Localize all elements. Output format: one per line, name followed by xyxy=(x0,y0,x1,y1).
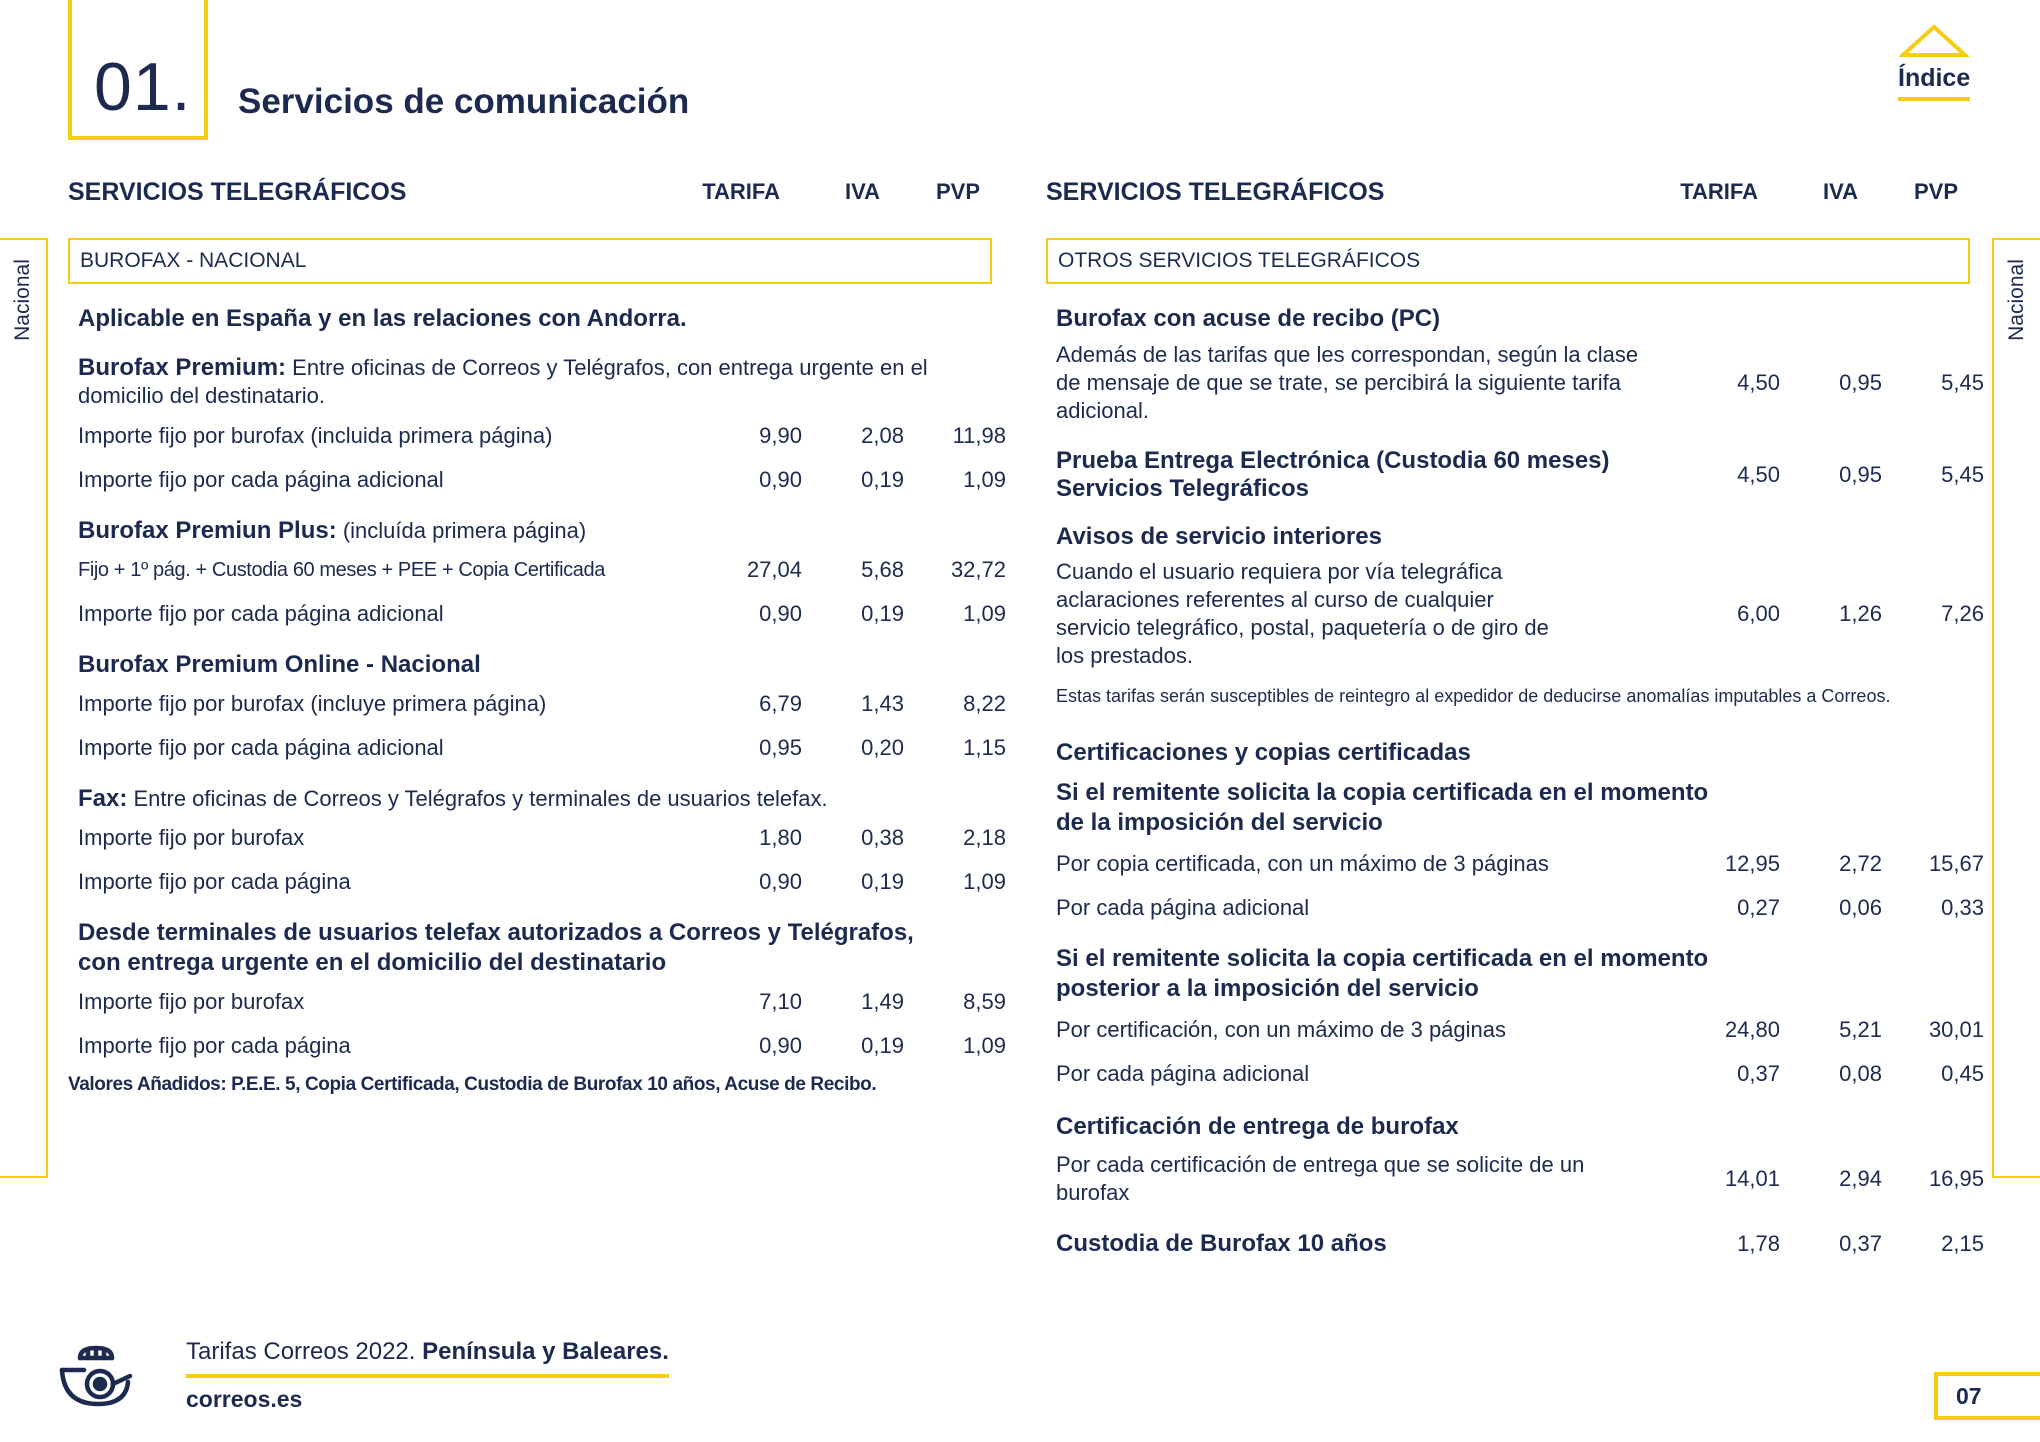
row-iva: 2,72 xyxy=(1839,851,1882,876)
applicable-note: Aplicable en España y en las relaciones con Andorra. xyxy=(78,305,687,332)
row-pvp: 11,98 xyxy=(952,423,1006,448)
row-pvp: 1,15 xyxy=(963,735,1006,760)
column-title: SERVICIOS TELEGRÁFICOS xyxy=(68,177,407,206)
table-row xyxy=(78,860,1006,904)
row-desc: Importe fijo por cada página adicional xyxy=(78,467,444,492)
side-tab-right xyxy=(1992,238,2040,1178)
terminals-title: Desde terminales de usuarios telefax autorizados a Correos y Telégrafos, con entrega urgente en el domicilio del destinatario xyxy=(78,919,914,976)
table-row xyxy=(1056,1008,1984,1052)
row-pvp: 7,26 xyxy=(1941,601,1984,626)
row-desc: Importe fijo por cada página adicional xyxy=(78,735,444,760)
post-horn-crown-icon xyxy=(56,1340,136,1412)
row-iva: 0,08 xyxy=(1839,1061,1882,1086)
premium-intro xyxy=(78,354,938,410)
row-pvp: 0,45 xyxy=(1941,1061,1984,1086)
row-pvp: 5,45 xyxy=(1941,370,1984,395)
row-iva: 0,19 xyxy=(861,467,904,492)
table-row xyxy=(78,1024,1006,1068)
table-row xyxy=(1056,340,1984,426)
left-body xyxy=(68,304,1006,1068)
row-iva: 0,19 xyxy=(861,1033,904,1058)
row-desc: Además de las tarifas que les correspondan, según la clase de mensaje de que se trate, se percibirá la siguiente tarifa adicional. xyxy=(1056,342,1639,423)
page-number-text: 07 xyxy=(1956,1382,1982,1409)
table-row xyxy=(1056,1222,1984,1266)
row-pvp: 1,09 xyxy=(963,1033,1006,1058)
row-pvp: 32,72 xyxy=(950,557,1006,582)
row-iva: 5,21 xyxy=(1839,1017,1882,1042)
table-row xyxy=(78,548,1006,592)
row-pvp: 1,09 xyxy=(963,601,1006,626)
row-desc: Prueba Entrega Electrónica (Custodia 60 meses) Servicios Telegráficos xyxy=(1056,447,1610,502)
row-pvp: 0,33 xyxy=(1941,895,1984,920)
row-desc: Fijo + 1º pág. + Custodia 60 meses + PEE + Copia Certificada xyxy=(78,559,605,581)
row-desc: Por cada página adicional xyxy=(1056,895,1310,920)
row-desc: Por cada certificación de entrega que se solicite de un burofax xyxy=(1056,1152,1585,1205)
plus-intro xyxy=(78,516,992,546)
right-column xyxy=(1046,172,1984,1266)
row-iva: 0,19 xyxy=(861,601,904,626)
row-pvp: 8,59 xyxy=(963,989,1006,1014)
row-tarifa: 4,50 xyxy=(1737,370,1780,395)
row-iva: 5,68 xyxy=(861,557,904,582)
row-iva: 0,06 xyxy=(1839,895,1882,920)
row-iva: 0,19 xyxy=(861,869,904,894)
row-tarifa: 9,90 xyxy=(759,423,802,448)
row-pvp: 15,67 xyxy=(1928,851,1984,876)
row-desc: Importe fijo por cada página adicional xyxy=(78,601,444,626)
row-tarifa: 14,01 xyxy=(1724,1166,1780,1191)
cert-title: Certificaciones y copias certificadas xyxy=(1056,739,1471,766)
table-row xyxy=(78,726,1006,770)
row-tarifa: 27,04 xyxy=(746,557,802,582)
right-body xyxy=(1046,304,1984,1266)
row-iva: 0,20 xyxy=(861,735,904,760)
row-pvp: 2,15 xyxy=(1941,1231,1984,1256)
row-pvp: 5,45 xyxy=(1941,462,1984,487)
table-row xyxy=(1056,886,1984,930)
row-tarifa: 24,80 xyxy=(1724,1017,1780,1042)
footer-edition-region: Península y Baleares. xyxy=(422,1338,669,1365)
row-desc: Importe fijo por burofax (incluye primera página) xyxy=(78,691,547,716)
fax-title: Fax: xyxy=(78,785,128,812)
side-tab-label: Nacional xyxy=(11,259,34,341)
header-tarifa: TARIFA xyxy=(702,179,780,204)
row-desc: Cuando el usuario requiera por vía telegráfica aclaraciones referentes al curso de cualquier servicio telegráfico, postal, paquetería o de giro de los prestados. xyxy=(1056,559,1549,668)
column-header xyxy=(68,172,992,212)
row-tarifa: 6,79 xyxy=(759,691,802,716)
plus-desc: (incluída primera página) xyxy=(336,518,587,543)
after-title: Si el remitente solicita la copia certificada en el momento posterior a la imposición del servicio xyxy=(1056,945,1709,1002)
avisos-title: Avisos de servicio interiores xyxy=(1056,523,1382,550)
table-row xyxy=(78,592,1006,636)
row-desc: Importe fijo por cada página xyxy=(78,1033,351,1058)
section-number: 01. xyxy=(94,49,192,125)
online-title: Burofax Premium Online - Nacional xyxy=(78,651,481,678)
row-tarifa: 0,90 xyxy=(759,467,802,492)
row-desc: Importe fijo por cada página xyxy=(78,869,351,894)
header-iva: IVA xyxy=(844,179,880,204)
fax-desc: Entre oficinas de Correos y Telégrafos y terminales de usuarios telefax. xyxy=(127,786,828,811)
row-desc: Por certificación, con un máximo de 3 páginas xyxy=(1056,1017,1507,1042)
row-desc: Importe fijo por burofax (incluida primera página) xyxy=(78,423,553,448)
row-iva: 0,95 xyxy=(1839,370,1882,395)
column-header xyxy=(1046,172,1970,212)
row-tarifa: 0,90 xyxy=(759,1033,802,1058)
index-label: Índice xyxy=(1898,64,1970,101)
correos-logo xyxy=(56,1340,136,1417)
header-pvp: PVP xyxy=(1913,179,1958,204)
table-row xyxy=(78,816,1006,860)
row-iva: 0,95 xyxy=(1839,462,1882,487)
category-label: OTROS SERVICIOS TELEGRÁFICOS xyxy=(1058,249,1421,272)
left-column xyxy=(68,172,1006,1096)
row-iva: 1,26 xyxy=(1839,601,1882,626)
row-desc: Importe fijo por burofax xyxy=(78,825,305,850)
section-number-box xyxy=(68,0,208,140)
acuse-title: Burofax con acuse de recibo (PC) xyxy=(1056,305,1441,332)
section-title: Servicios de comunicación xyxy=(238,82,690,121)
row-tarifa: 1,80 xyxy=(759,825,802,850)
moment-title: Si el remitente solicita la copia certificada en el momento de la imposición del servicio xyxy=(1056,779,1709,836)
table-row xyxy=(1056,842,1984,886)
row-desc: Por copia certificada, con un máximo de 3 páginas xyxy=(1056,851,1549,876)
row-pvp: 2,18 xyxy=(963,825,1006,850)
category-box xyxy=(1046,238,1970,284)
header-iva: IVA xyxy=(1822,179,1858,204)
footer-edition-text: Tarifas Correos 2022. xyxy=(186,1338,423,1365)
row-tarifa: 0,90 xyxy=(759,869,802,894)
row-iva: 2,08 xyxy=(861,423,904,448)
row-tarifa: 7,10 xyxy=(759,989,802,1014)
row-desc: Custodia de Burofax 10 años xyxy=(1056,1230,1387,1257)
row-tarifa: 0,37 xyxy=(1737,1061,1780,1086)
table-row xyxy=(78,458,1006,502)
row-tarifa: 4,50 xyxy=(1737,462,1780,487)
row-tarifa: 0,95 xyxy=(759,735,802,760)
page-number xyxy=(1934,1372,2040,1420)
table-row xyxy=(1056,444,1984,506)
fax-intro xyxy=(78,784,992,814)
row-desc: Importe fijo por burofax xyxy=(78,989,305,1014)
index-link[interactable] xyxy=(1898,24,1970,101)
row-iva: 0,38 xyxy=(861,825,904,850)
row-pvp: 16,95 xyxy=(1928,1166,1984,1191)
row-tarifa: 0,90 xyxy=(759,601,802,626)
row-tarifa: 12,95 xyxy=(1724,851,1780,876)
footer-edition xyxy=(186,1338,669,1378)
table-row xyxy=(78,980,1006,1024)
header-pvp: PVP xyxy=(935,179,980,204)
plus-title: Burofax Premiun Plus: xyxy=(78,517,337,544)
premium-title: Burofax Premium: xyxy=(78,354,287,381)
added-values-note: Valores Añadidos: P.E.E. 5, Copia Certificada, Custodia de Burofax 10 años, Acuse de Recibo. xyxy=(68,1074,877,1095)
row-tarifa: 0,27 xyxy=(1737,895,1780,920)
row-pvp: 30,01 xyxy=(1928,1017,1984,1042)
column-title: SERVICIOS TELEGRÁFICOS xyxy=(1046,177,1385,206)
row-pvp: 1,09 xyxy=(963,467,1006,492)
row-iva: 1,43 xyxy=(861,691,904,716)
side-tab-left xyxy=(0,238,48,1178)
row-tarifa: 1,78 xyxy=(1737,1231,1780,1256)
row-pvp: 8,22 xyxy=(963,691,1006,716)
premium-desc: Entre oficinas de Correos y Telégrafos, con entrega urgente en el domicilio del destinatario. xyxy=(78,355,928,408)
category-box xyxy=(68,238,992,284)
row-desc: Por cada página adicional xyxy=(1056,1061,1310,1086)
table-row xyxy=(1056,556,1984,672)
header-tarifa: TARIFA xyxy=(1680,179,1758,204)
reimbursement-note: Estas tarifas serán susceptibles de reintegro al expedidor de deducirse anomalías imputables a Correos. xyxy=(1056,686,1891,706)
table-row xyxy=(78,682,1006,726)
footer-site-link[interactable]: correos.es xyxy=(186,1386,303,1412)
row-iva: 2,94 xyxy=(1839,1166,1882,1191)
row-iva: 0,37 xyxy=(1839,1231,1882,1256)
row-tarifa: 6,00 xyxy=(1737,601,1780,626)
table-row xyxy=(1056,1148,1984,1210)
side-tab-label: Nacional xyxy=(2005,259,2028,341)
row-pvp: 1,09 xyxy=(963,869,1006,894)
entrega-title: Certificación de entrega de burofax xyxy=(1056,1113,1459,1140)
home-triangle-icon xyxy=(1899,24,1969,58)
row-iva: 1,49 xyxy=(861,989,904,1014)
table-row xyxy=(78,414,1006,458)
table-row xyxy=(1056,1052,1984,1096)
category-label: BUROFAX - NACIONAL xyxy=(80,249,307,272)
